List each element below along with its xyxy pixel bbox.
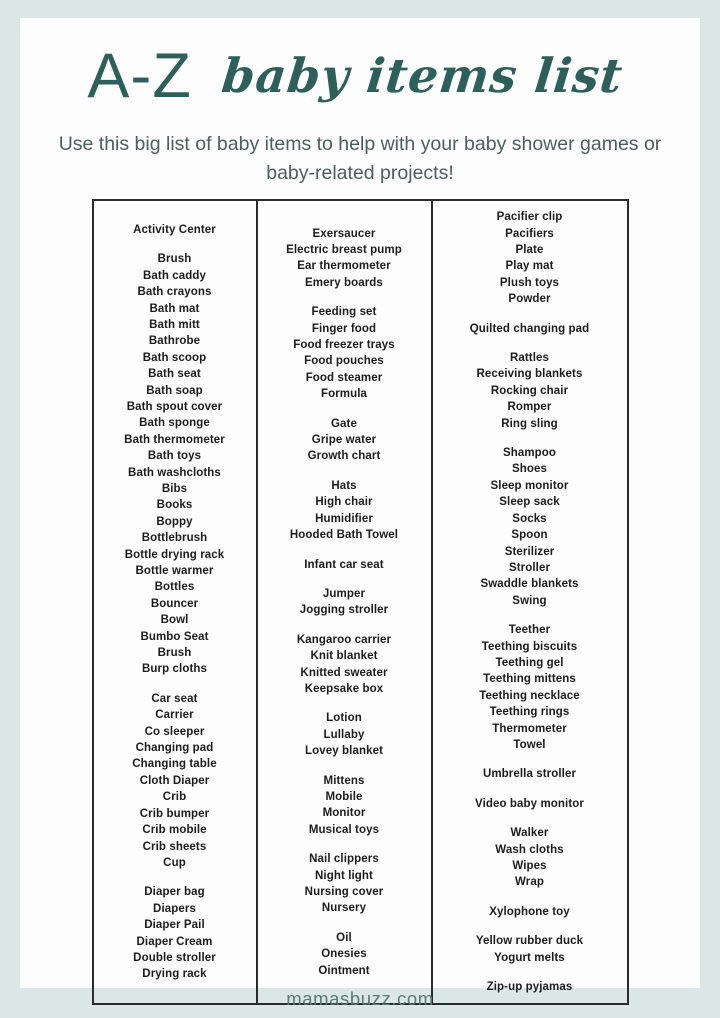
list-item: Sleep sack — [499, 496, 560, 509]
letter-group — [497, 209, 563, 307]
list-item: Exersaucer — [312, 227, 376, 240]
list-item: Gate — [331, 417, 357, 430]
list-item: Jumper — [322, 587, 366, 600]
list-item: Bibs — [161, 482, 188, 495]
list-item: Diaper Pail — [144, 919, 205, 932]
list-item: Powder — [508, 293, 551, 306]
list-item: Receiving blankets — [476, 368, 583, 381]
list-item: Lullaby — [323, 728, 365, 741]
list-item: Monitor — [322, 807, 366, 820]
list-item: Socks — [512, 512, 547, 525]
list-item: Bath toys — [147, 450, 202, 463]
list-item: Burp cloths — [142, 663, 207, 676]
subtitle: Use this big list of baby items to help with your baby shower games or baby-related projects! — [58, 133, 662, 184]
list-item: Lovey blanket — [305, 745, 383, 758]
list-item: Bottles — [154, 581, 195, 594]
list-item: Bath seat — [148, 368, 201, 381]
letter-group — [489, 904, 570, 920]
list-item: Sterilizer — [504, 545, 555, 558]
list-item: Bath soap — [146, 384, 203, 397]
list-item: Rocking chair — [490, 384, 569, 397]
letter-group — [124, 251, 225, 678]
list-item: Crib — [162, 791, 187, 804]
list-item: Musical toys — [308, 823, 380, 836]
list-item: Oil — [336, 931, 352, 944]
items-column-3 — [431, 201, 627, 1003]
list-item: Co sleeper — [144, 725, 205, 738]
list-item: Yellow rubber duck — [475, 935, 584, 948]
items-column-2 — [256, 201, 431, 1003]
list-item: Crib sheets — [142, 840, 207, 853]
list-item: Bouncer — [150, 597, 199, 610]
list-item: Bath crayons — [137, 286, 212, 299]
letter-group — [305, 851, 384, 917]
list-item: High chair — [315, 496, 373, 509]
list-item: Feeding set — [311, 306, 377, 319]
list-item: Bottle warmer — [135, 565, 214, 577]
items-column-1 — [94, 201, 256, 1003]
list-item: Cloth Diaper — [139, 774, 210, 787]
list-item: Bowl — [160, 614, 189, 627]
list-item: Bath thermometer — [124, 433, 225, 446]
list-item: Food pouches — [304, 355, 384, 368]
list-item: Bath washcloths — [128, 466, 221, 479]
letter-group — [293, 304, 395, 402]
letter-group — [495, 825, 563, 891]
list-item: Plate — [515, 244, 544, 256]
list-item: Teether — [508, 624, 551, 637]
list-item: Bath caddy — [143, 269, 206, 282]
list-item: Shoes — [511, 463, 547, 476]
list-item: Swaddle blankets — [480, 578, 579, 591]
list-item: Ring sling — [501, 417, 558, 430]
title-script: baby items list — [218, 48, 626, 104]
list-item: Hooded Bath Towel — [289, 529, 399, 542]
list-item: Hats — [331, 479, 357, 492]
list-item: Cup — [163, 856, 186, 869]
list-item: Spoon — [511, 529, 548, 542]
page — [20, 18, 700, 994]
list-item: Wrap — [515, 876, 544, 889]
list-item: Bumbo Seat — [140, 630, 209, 643]
list-item: Growth chart — [307, 450, 381, 463]
list-item: Gripe water — [311, 434, 377, 447]
list-item: Lotion — [326, 712, 362, 725]
letter-group — [133, 884, 216, 982]
letter-group — [305, 710, 383, 759]
list-item: Emery boards — [305, 276, 383, 289]
list-item: Electric breast pump — [286, 244, 402, 256]
list-item: Changing table — [132, 758, 217, 771]
list-item: Knitted sweater — [300, 666, 388, 679]
list-item: Zip-up pyjamas — [486, 981, 573, 994]
list-item: Onesies — [321, 948, 367, 961]
list-item: Bathrobe — [148, 335, 201, 348]
list-item: Crib mobile — [142, 824, 207, 837]
letter-group — [286, 226, 402, 292]
list-item: Thermometer — [492, 722, 567, 735]
list-item: Shampoo — [502, 447, 557, 460]
list-item: Boppy — [156, 515, 193, 528]
letter-group — [308, 416, 381, 465]
list-item: Nursery — [321, 902, 367, 915]
letter-group — [297, 632, 391, 698]
list-item: Drying rack — [142, 968, 207, 981]
letter-group — [483, 766, 576, 782]
list-item: Sleep monitor — [490, 479, 569, 492]
page-title — [20, 30, 700, 122]
list-item: Pacifier clip — [496, 211, 563, 224]
letter-group — [476, 933, 583, 966]
list-item: Teething necklace — [479, 689, 580, 702]
list-item: Crib bumper — [139, 807, 210, 820]
letter-group — [300, 586, 389, 619]
list-item: Wash cloths — [495, 843, 564, 856]
list-item: Brush — [157, 647, 192, 660]
list-item: Bath sponge — [139, 417, 210, 430]
list-item: Carrier — [155, 709, 194, 722]
letter-group — [132, 691, 216, 871]
list-item: Teething rings — [489, 706, 570, 719]
list-item: Diaper bag — [144, 886, 205, 899]
list-item: Activity Center — [133, 223, 216, 236]
list-item: Brush — [157, 253, 192, 266]
letter-group — [304, 557, 383, 573]
letter-group — [479, 622, 580, 753]
letter-group — [477, 350, 583, 432]
list-item: Bath mitt — [149, 318, 200, 331]
list-item: Ointment — [318, 964, 370, 977]
letter-group — [480, 445, 578, 609]
letter-group — [475, 796, 584, 812]
list-item: Bath mat — [149, 302, 200, 315]
list-item: Double stroller — [133, 951, 216, 964]
list-item: Kangaroo carrier — [296, 633, 392, 646]
list-item: Xylophone toy — [489, 905, 570, 918]
list-item: Keepsake box — [304, 682, 384, 695]
list-item: Food steamer — [305, 371, 383, 384]
letter-group — [470, 321, 590, 337]
list-item: Diapers — [153, 902, 196, 915]
list-item: Umbrella stroller — [482, 768, 577, 781]
list-item: Swing — [512, 594, 547, 607]
list-item: Car seat — [151, 692, 198, 705]
list-item: Books — [156, 499, 193, 512]
list-item: Changing pad — [135, 742, 214, 755]
list-item: Formula — [320, 388, 368, 401]
list-item: Nail clippers — [309, 853, 379, 866]
list-item: Rattles — [509, 352, 550, 365]
list-item: Teething mittens — [483, 673, 576, 686]
list-item: Romper — [507, 401, 552, 414]
title-az: A-Z — [87, 40, 192, 111]
list-item: Bottlebrush — [141, 532, 208, 545]
list-item: Jogging stroller — [299, 604, 389, 617]
list-item: Plush toys — [499, 276, 560, 289]
list-item: Teething gel — [495, 656, 564, 669]
list-item: Diaper Cream — [136, 935, 213, 948]
list-item: Food freezer trays — [293, 339, 395, 352]
list-item: Nursing cover — [304, 886, 384, 898]
list-item: Play mat — [505, 260, 554, 273]
list-item: Stroller — [508, 561, 551, 574]
list-item: Bath spout cover — [126, 400, 223, 413]
list-item: Quilted changing pad — [469, 322, 590, 335]
list-item: Infant car seat — [304, 558, 384, 571]
list-item: Pacifiers — [505, 227, 554, 240]
list-item: Ear thermometer — [297, 260, 391, 273]
letter-group — [309, 773, 379, 839]
list-item: Humidifier — [315, 512, 373, 525]
list-item: Yogurt melts — [494, 951, 565, 964]
list-item: Video baby monitor — [475, 797, 584, 810]
list-item: Mittens — [323, 774, 365, 787]
letter-group — [133, 222, 216, 238]
list-item: Knit blanket — [310, 650, 378, 663]
list-item: Bath scoop — [142, 351, 207, 364]
letter-group — [290, 478, 398, 544]
list-item: Finger food — [311, 322, 377, 335]
list-item: Wipes — [512, 860, 547, 872]
list-item: Teething biscuits — [481, 640, 578, 653]
list-item: Bottle drying rack — [124, 548, 225, 561]
list-item: Towel — [513, 738, 546, 751]
list-item: Mobile — [325, 790, 363, 803]
list-item: Walker — [510, 827, 549, 840]
footer-url: mamasbuzz.com — [286, 988, 434, 1009]
list-item: Night light — [315, 869, 373, 882]
letter-group — [318, 930, 369, 979]
items-table — [92, 199, 629, 1005]
